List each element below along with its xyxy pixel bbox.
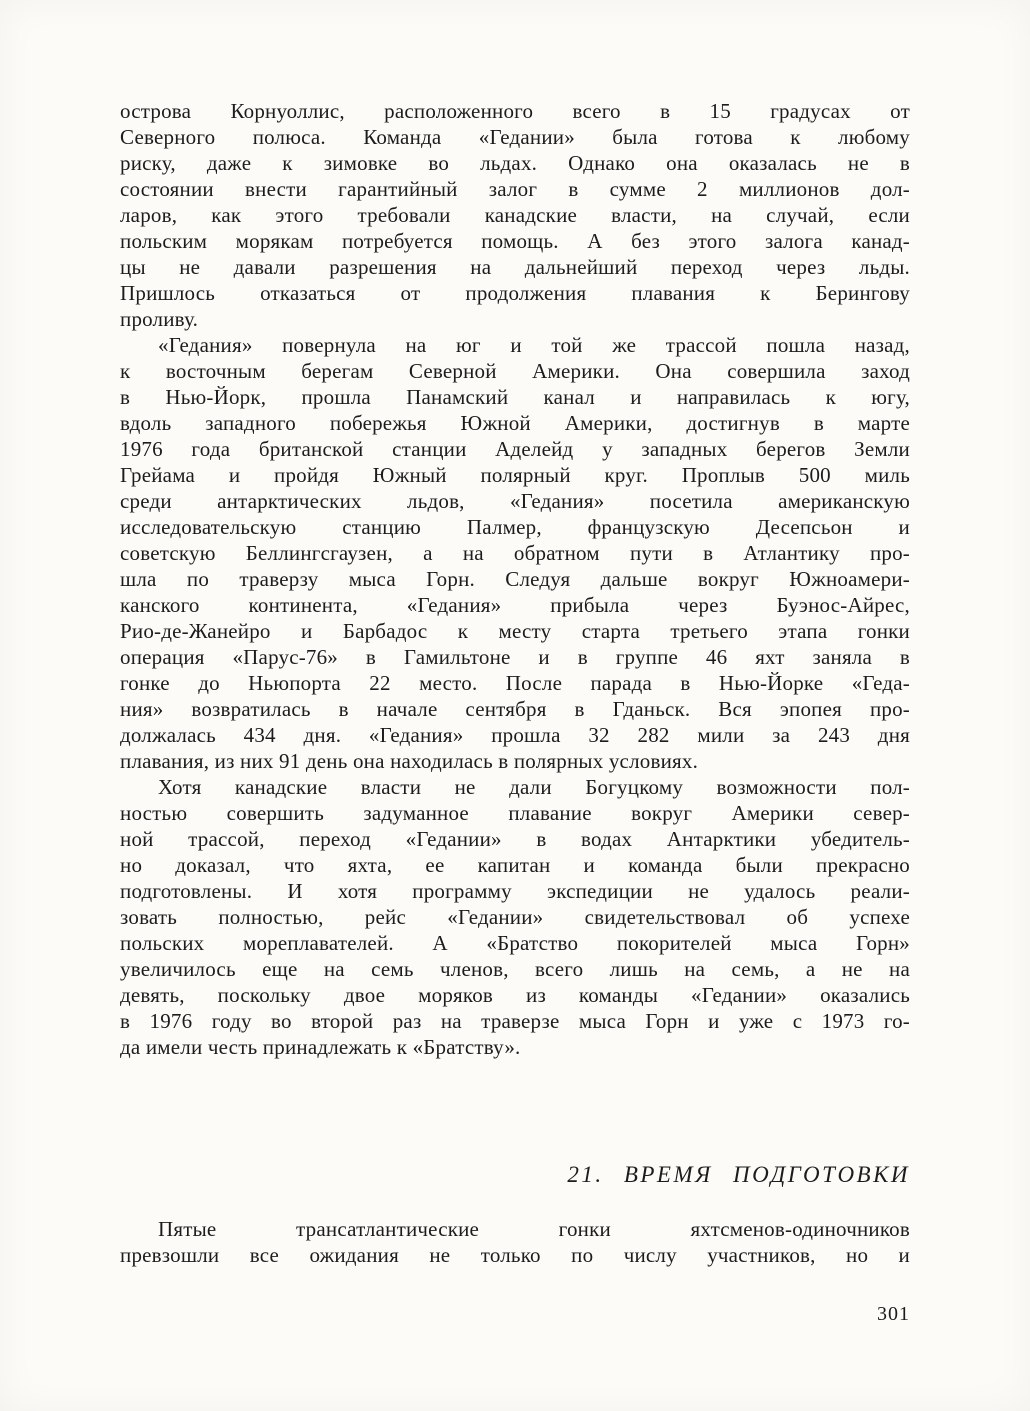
- text-line: операция «Парус-76» в Гамильтоне и в группе 46 яхт заняла в: [120, 645, 910, 669]
- text-line: Пришлось отказаться от продолжения плавания к Берингову: [120, 281, 910, 305]
- text-line: но доказал, что яхта, ее капитан и команда были прекрасно: [120, 853, 910, 877]
- text-line: плавания, из них 91 день она находилась в полярных условиях.: [120, 749, 699, 773]
- text-line: девять, поскольку двое моряков из команды «Гедании» оказались: [120, 983, 910, 1007]
- text-line: Грейама и пройдя Южный полярный круг. Проплыв 500 миль: [120, 463, 910, 487]
- text-line: риску, даже к зимовке во льдах. Однако она оказалась не в: [120, 151, 910, 175]
- text-line: да имели честь принадлежать к «Братству».: [120, 1035, 521, 1059]
- chapter-heading: 21. ВРЕМЯ ПОДГОТОВКИ: [567, 1162, 910, 1187]
- text-line: зовать полностью, рейс «Гедании» свидетельствовал об успехе: [120, 905, 910, 929]
- section-paragraphs: [120, 1216, 910, 1268]
- text-line: подготовлены. И хотя программу экспедиции не удалось реали-: [120, 879, 910, 903]
- text-line: превзошли все ожидания не только по числу участников, но и: [120, 1243, 910, 1267]
- text-line: канского континента, «Гедания» прибыла через Буэнос-Айрес,: [120, 593, 910, 617]
- text-line: ностью совершить задуманное плавание вокруг Америки север-: [120, 801, 910, 825]
- text-line: увеличилось еще на семь членов, всего лишь на семь, а не на: [120, 957, 910, 981]
- page-number: 301: [877, 1303, 910, 1325]
- text-line: гонке до Ньюпорта 22 место. После парада в Нью-Йорке «Геда-: [120, 671, 910, 695]
- text-line: среди антарктических льдов, «Гедания» посетила американскую: [120, 489, 910, 513]
- text-line: Хотя канадские власти не дали Богуцкому возможности пол-: [158, 775, 910, 799]
- text-line: острова Корнуоллис, расположенного всего в 15 градусах от: [120, 99, 910, 123]
- text-line: польских мореплавателей. А «Братство покорителей мыса Горн»: [120, 931, 910, 955]
- text-line: «Гедания» повернула на юг и той же трассой пошла назад,: [158, 333, 910, 357]
- text-line: шла по траверзу мыса Горн. Следуя дальше вокруг Южноамери-: [120, 567, 910, 591]
- text-line: ния» возвратилась в начале сентября в Гданьск. Вся эпопея про-: [120, 697, 910, 721]
- text-line: должалась 434 дня. «Гедания» прошла 32 282 мили за 243 дня: [120, 723, 910, 747]
- text-line: состоянии внести гарантийный залог в сумме 2 миллионов дол-: [120, 177, 910, 201]
- text-line: советскую Беллингсгаузен, а на обратном пути в Атлантику про-: [120, 541, 910, 565]
- text-line: Северного полюса. Команда «Гедании» была готова к любому: [120, 125, 910, 149]
- text-line: в Нью-Йорк, прошла Панамский канал и направилась к югу,: [120, 385, 910, 409]
- text-line: Пятые трансатлантические гонки яхтсменов-одиночников: [158, 1217, 910, 1241]
- body-paragraphs: [120, 98, 910, 1060]
- text-line: к восточным берегам Северной Америки. Она совершила заход: [120, 359, 910, 383]
- text-line: Рио-де-Жанейро и Барбадос к месту старта третьего этапа гонки: [120, 619, 910, 643]
- text-line: ларов, как этого требовали канадские власти, на случай, если: [120, 203, 910, 227]
- text-line: проливу.: [120, 307, 199, 331]
- text-block: [120, 98, 910, 1268]
- text-line: 1976 года британской станции Аделейд у западных берегов Земли: [120, 437, 910, 461]
- text-line: цы не давали разрешения на дальнейший переход через льды.: [120, 255, 910, 279]
- text-line: вдоль западного побережья Южной Америки, достигнув в марте: [120, 411, 910, 435]
- text-line: исследовательскую станцию Палмер, французскую Десепсьон и: [120, 515, 910, 539]
- text-line: в 1976 году во второй раз на траверзе мыса Горн и уже с 1973 го-: [120, 1009, 910, 1033]
- paragraph: [120, 98, 910, 332]
- paragraph: [120, 1216, 910, 1268]
- paragraph: [120, 774, 910, 1060]
- text-line: польским морякам потребуется помощь. А без этого залога канад-: [120, 229, 910, 253]
- text-line: ной трассой, переход «Гедании» в водах Антарктики убедитель-: [120, 827, 910, 851]
- paragraph: [120, 332, 910, 774]
